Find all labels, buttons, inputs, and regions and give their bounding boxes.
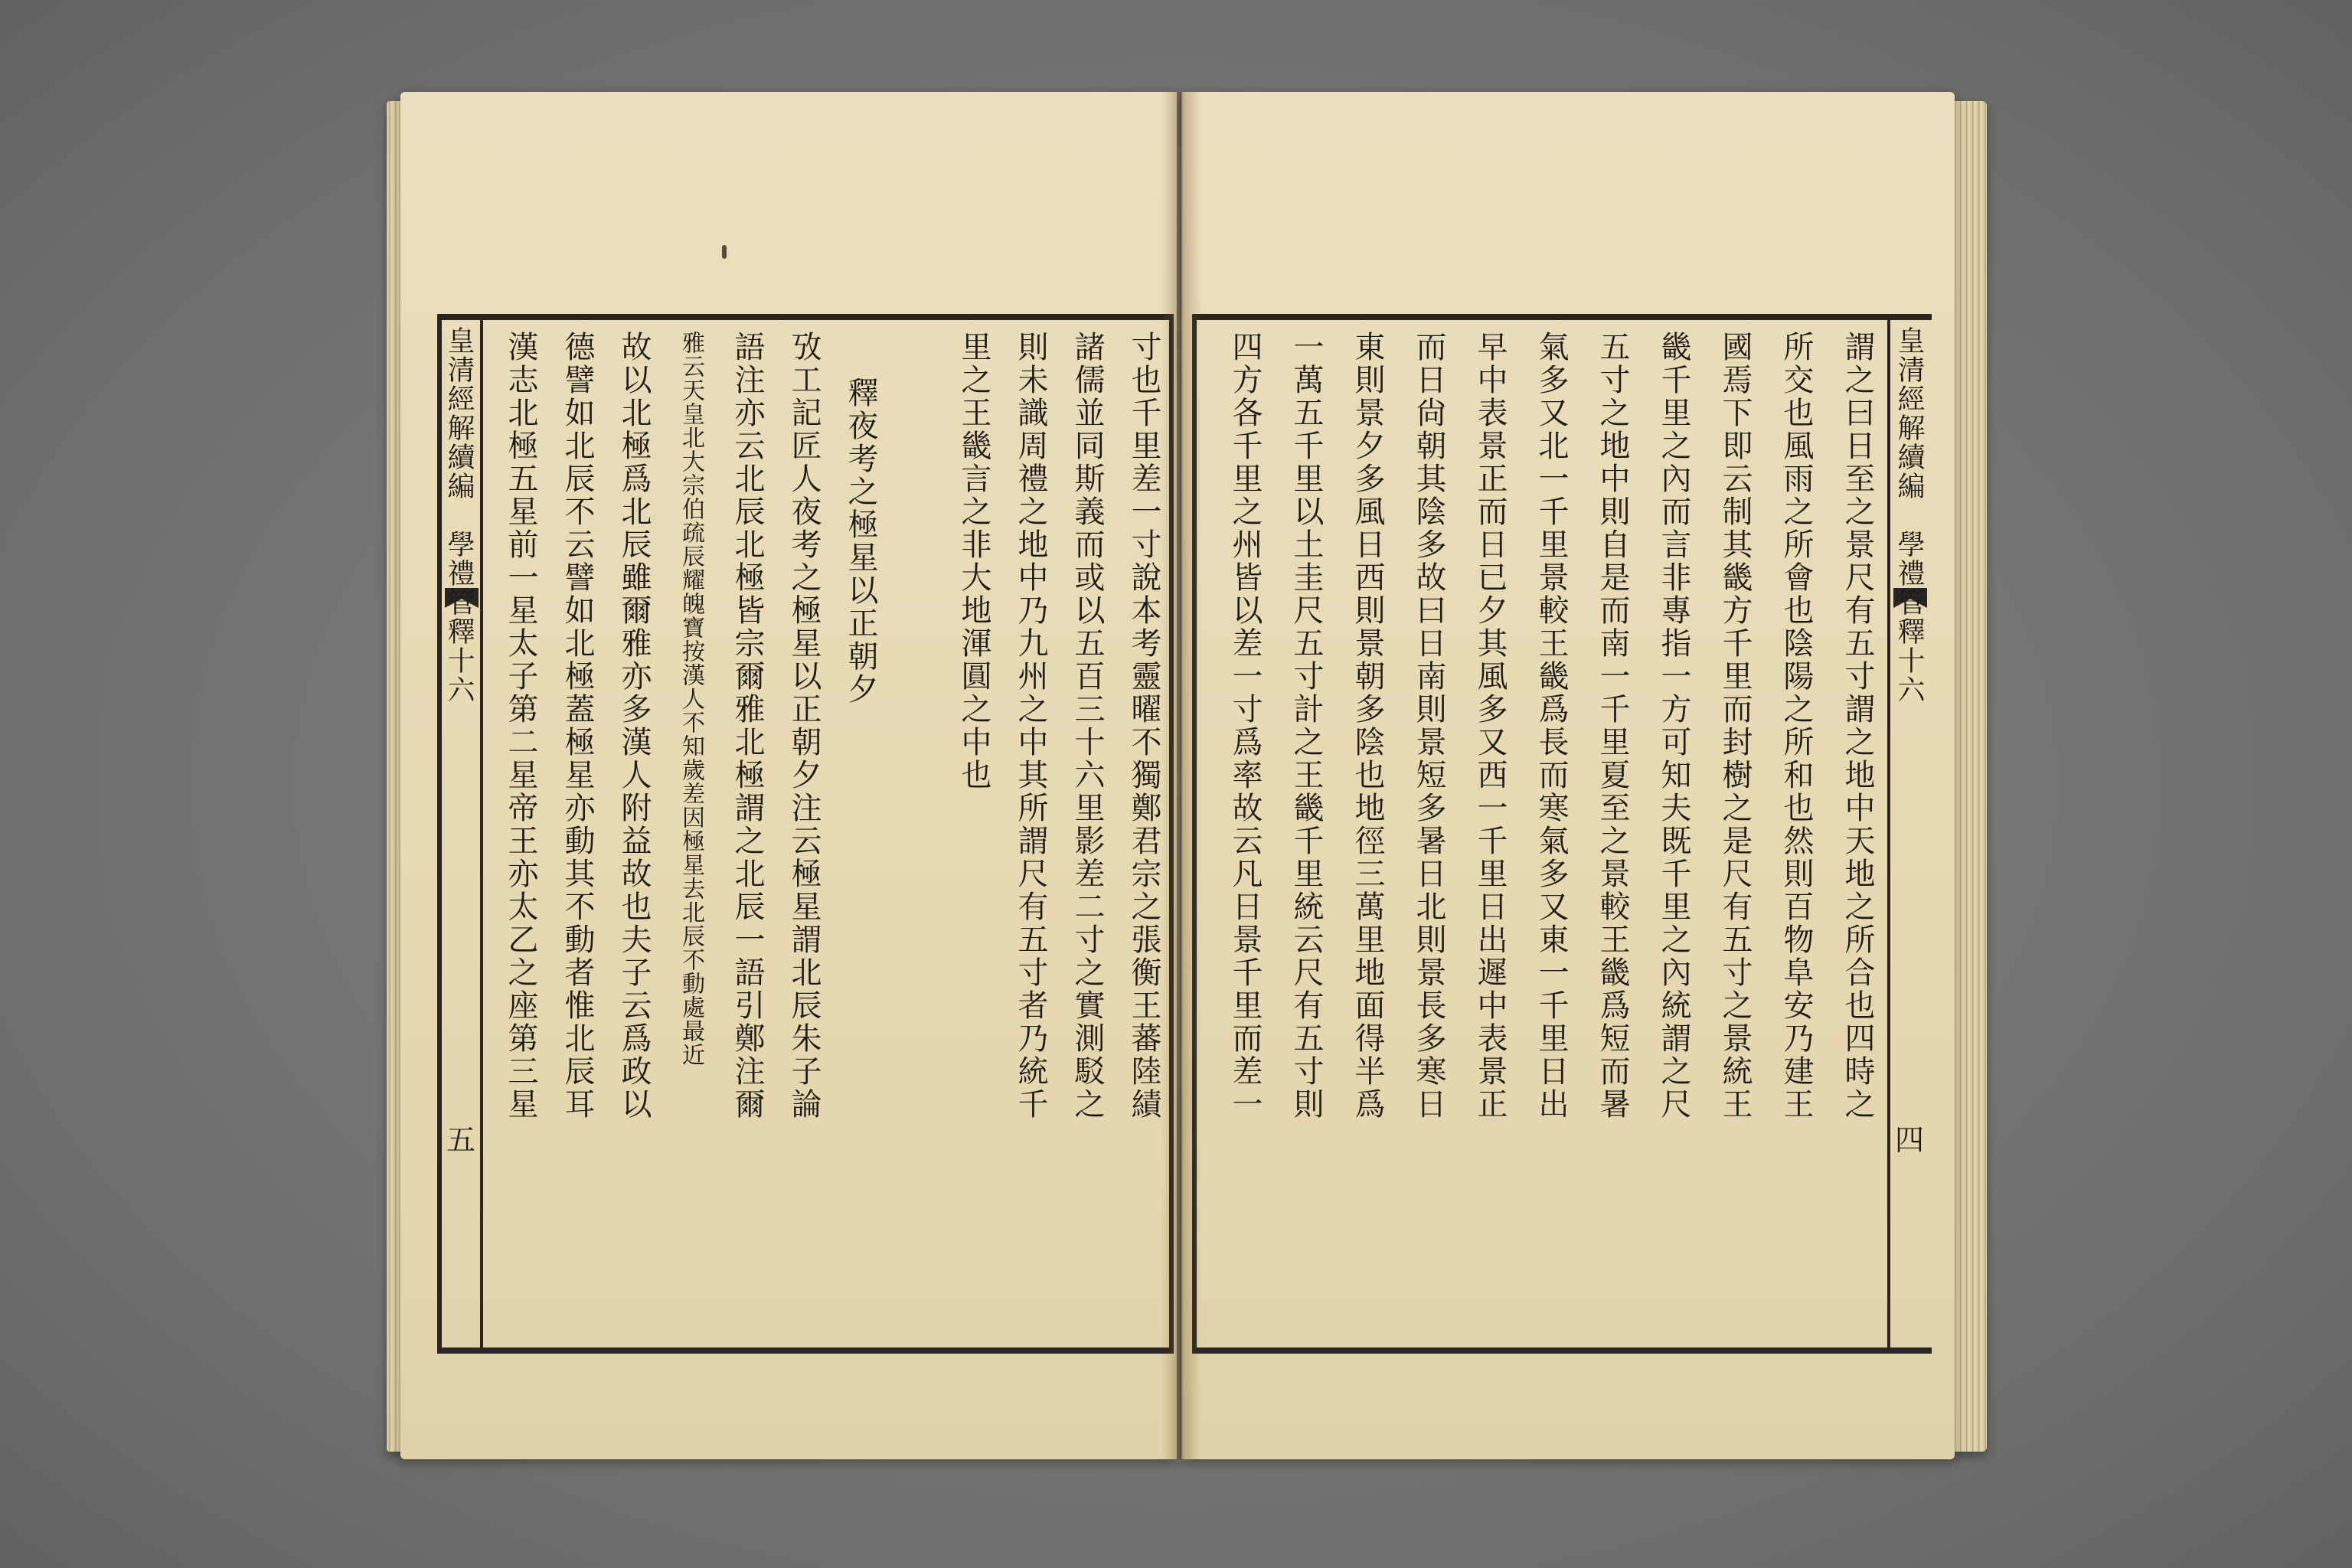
left-page (400, 92, 1177, 1459)
frame-border (1887, 320, 1890, 1348)
text-column: 寸也千里差一寸說本考靈曜不獨鄭君宗之張衡王蕃陸績 (1126, 331, 1161, 1121)
book-gutter (1161, 92, 1201, 1459)
frame-border (437, 320, 442, 1348)
text-column: 早中表景正而日已夕其風多又西一千里日出遲中表景正 (1472, 331, 1508, 1121)
right-folio: 四 (1894, 1123, 1924, 1157)
spine-subtitle: 學禮管釋十六 (1893, 530, 1925, 704)
right-text-frame (1192, 314, 1932, 1354)
left-spine-title (443, 326, 479, 1341)
section-heading: 釋夜考之極星以正朝夕 (843, 377, 878, 706)
right-page-edges (1952, 101, 1987, 1452)
text-column: 謂之曰日至之景尺有五寸謂之地中天地之所合也四時之 (1840, 331, 1875, 1121)
text-column: 五寸之地中則自是而南一千里夏至之景較王畿爲短而暑 (1595, 331, 1630, 1121)
left-folio: 五 (446, 1123, 476, 1157)
text-column: 氣多又北一千里景較王畿爲長而寒氣多又東一千里日出 (1534, 331, 1569, 1121)
right-page (1181, 92, 1955, 1459)
open-book (387, 92, 1987, 1470)
text-column: 德譬如北辰不云譬如北極蓋極星亦動其不動者惟北辰耳 (560, 331, 595, 1121)
text-column: 則未識周禮之地中乃九州之中其所謂尺有五寸者乃統千 (1013, 331, 1048, 1121)
frame-border (480, 320, 483, 1348)
text-column: 國焉下即云制其畿方千里而封樹之是尺有五寸之景統王 (1717, 331, 1753, 1121)
text-column: 攷工記匠人夜考之極星以正朝夕注云極星謂北辰朱子論 (786, 331, 822, 1121)
text-column: 而日尙朝其陰多故曰日南則景短多暑日北則景長多寒日 (1411, 331, 1446, 1121)
stain-mark (722, 245, 727, 259)
spine-title: 皇清經解續編 (1893, 326, 1925, 501)
right-spine-title (1893, 326, 1929, 1341)
text-column: 畿千里之內而言非專指一方可知夫既千里之內統謂之尺 (1656, 331, 1691, 1121)
text-column: 漢志北極五星前一星太子第二星帝王亦太乙之座第三星 (503, 331, 538, 1121)
text-column: 故以北極爲北辰雖爾雅亦多漢人附益故也夫子云爲政以 (616, 331, 652, 1121)
text-column: 雅云天皇北大宗伯疏辰耀魄寶按漢人不知歲差因極星去北辰不動處最近 (678, 331, 704, 1067)
text-column: 里之王畿言之非大地渾圓之中也 (956, 331, 991, 792)
text-column: 諸儒並同斯義而或以五百三十六里影差二寸之實測駁之 (1070, 331, 1105, 1121)
text-column: 東則景夕多風日西則景朝多陰也地徑三萬里地面得半爲 (1350, 331, 1385, 1121)
text-column: 四方各千里之州皆以差一寸爲率故云凡日景千里而差一 (1227, 331, 1263, 1121)
text-column (893, 331, 939, 1337)
text-column: 一萬五千里以土圭尺五寸計之王畿千里統云尺有五寸則 (1289, 331, 1324, 1121)
text-column: 語注亦云北辰北極皆宗爾雅北極謂之北辰一語引鄭注爾 (730, 331, 765, 1121)
spine-subtitle: 學禮管釋十六 (443, 530, 475, 704)
spine-title: 皇清經解續編 (443, 326, 475, 501)
text-column: 所交也風雨之所會也陰陽之所和也然則百物阜安乃建王 (1779, 331, 1814, 1121)
left-text-frame (437, 314, 1174, 1354)
